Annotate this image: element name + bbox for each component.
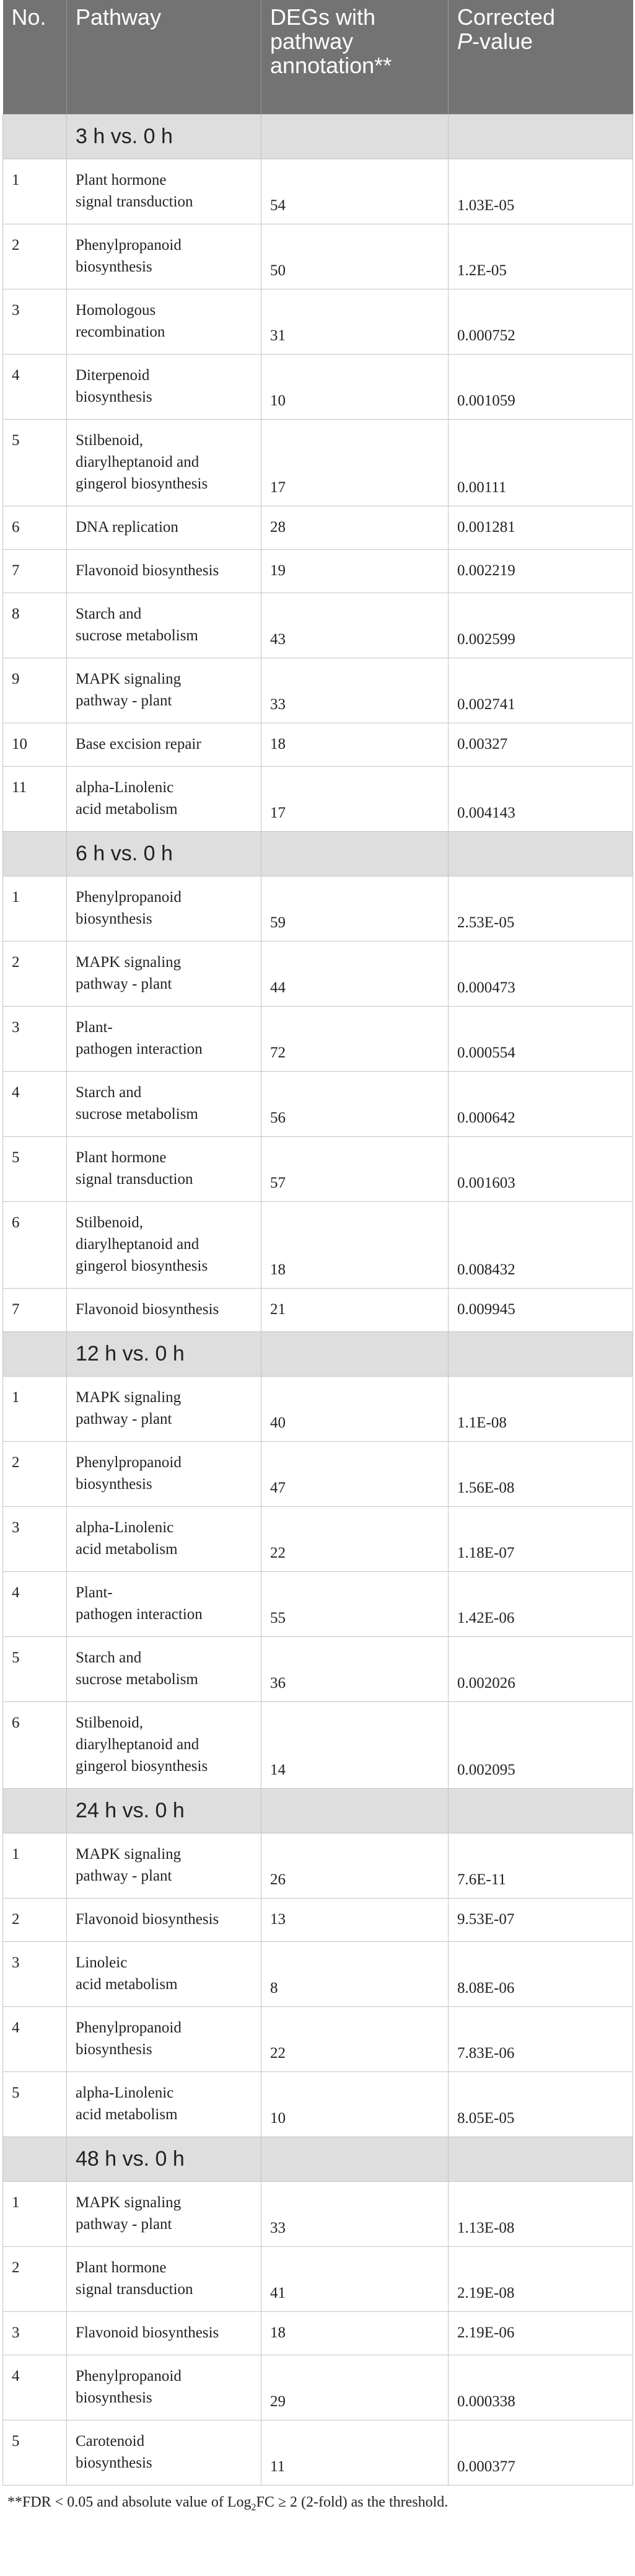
- pathway-name-line: MAPK signaling: [76, 1845, 182, 1863]
- pathway-name: [67, 1898, 261, 1941]
- pathway-name-line: acid metabolism: [76, 2106, 178, 2123]
- pathway-name-line: alpha-Linolenic: [76, 779, 174, 796]
- pathway-name-line: Stilbenoid,: [76, 1214, 144, 1231]
- corrected-p-value: 0.000642: [449, 1071, 633, 1136]
- degs-count: 8: [261, 1941, 449, 2006]
- pathway-name-line: Starch and: [76, 605, 142, 622]
- row-number: 1: [3, 2181, 67, 2246]
- corrected-p-value: 0.002219: [449, 549, 633, 593]
- pathway-name-line: Flavonoid biosynthesis: [76, 1300, 219, 1318]
- row-number: 3: [3, 1941, 67, 2006]
- pathway-name-line: pathway - plant: [76, 975, 172, 992]
- row-number: 5: [3, 1636, 67, 1701]
- pathway-name: [67, 1636, 261, 1701]
- row-number: 11: [3, 766, 67, 831]
- pathway-name-line: pathway - plant: [76, 1867, 172, 1884]
- degs-count: 10: [261, 2071, 449, 2137]
- pathway-name-line: sucrose metabolism: [76, 1105, 198, 1123]
- table-row: [3, 766, 633, 831]
- corrected-p-value: 0.002599: [449, 593, 633, 658]
- group-label: 3 h vs. 0 h: [67, 114, 261, 159]
- corrected-p-value: 0.009945: [449, 1288, 633, 1331]
- pathway-name: [67, 941, 261, 1006]
- pathway-name-line: signal transduction: [76, 193, 193, 210]
- table-body: [3, 114, 633, 2485]
- table-row: [3, 1636, 633, 1701]
- corrected-p-value: 8.08E-06: [449, 1941, 633, 2006]
- group-empty-cell: [261, 1331, 449, 1376]
- table-row: [3, 941, 633, 1006]
- group-empty-cell: [261, 114, 449, 159]
- pathway-name-line: pathogen interaction: [76, 1605, 203, 1623]
- pathway-name: [67, 1071, 261, 1136]
- pathway-name: [67, 354, 261, 419]
- pathway-name: [67, 1441, 261, 1506]
- group-empty-cell: [449, 2137, 633, 2181]
- corrected-p-value: 1.1E-08: [449, 1376, 633, 1441]
- degs-count: 33: [261, 658, 449, 723]
- row-number: 8: [3, 593, 67, 658]
- corrected-p-value: 0.000473: [449, 941, 633, 1006]
- table-row: [3, 1941, 633, 2006]
- row-number: 9: [3, 658, 67, 723]
- pathway-name-line: alpha-Linolenic: [76, 2084, 174, 2101]
- table-row: [3, 1571, 633, 1636]
- pathway-name-line: Plant hormone: [76, 1149, 167, 1166]
- pathway-name: [67, 1376, 261, 1441]
- degs-count: 36: [261, 1636, 449, 1701]
- pathway-name: [67, 549, 261, 593]
- pathway-name: [67, 1288, 261, 1331]
- corrected-p-value: 2.53E-05: [449, 876, 633, 941]
- table-row: [3, 1136, 633, 1201]
- pathway-name: [67, 658, 261, 723]
- degs-count: 17: [261, 766, 449, 831]
- degs-count: 19: [261, 549, 449, 593]
- pathway-name: [67, 419, 261, 506]
- pathway-name-line: DNA replication: [76, 518, 178, 536]
- degs-count: 56: [261, 1071, 449, 1136]
- degs-count: 33: [261, 2181, 449, 2246]
- pathway-name-line: MAPK signaling: [76, 1388, 182, 1406]
- table-row: [3, 354, 633, 419]
- row-number: 3: [3, 1506, 67, 1571]
- pathway-name: [67, 1201, 261, 1288]
- corrected-p-value: 2.19E-06: [449, 2311, 633, 2355]
- pathway-name-line: biosynthesis: [76, 2040, 152, 2058]
- row-number: 6: [3, 1701, 67, 1788]
- header-pvalue: Corrected P-value: [449, 0, 633, 114]
- table-row: [3, 1071, 633, 1136]
- group-row: [3, 1788, 633, 1833]
- pathway-name-line: Plant hormone: [76, 2259, 167, 2276]
- pathway-name-line: biosynthesis: [76, 258, 152, 275]
- corrected-p-value: 1.13E-08: [449, 2181, 633, 2246]
- pathway-name: [67, 2181, 261, 2246]
- degs-count: 18: [261, 2311, 449, 2355]
- row-number: 2: [3, 224, 67, 289]
- row-number: 2: [3, 1898, 67, 1941]
- row-number: 6: [3, 506, 67, 549]
- row-number: 7: [3, 549, 67, 593]
- corrected-p-value: 1.2E-05: [449, 224, 633, 289]
- group-label: 6 h vs. 0 h: [67, 831, 261, 876]
- corrected-p-value: 0.001059: [449, 354, 633, 419]
- pathway-name-line: Starch and: [76, 1649, 142, 1666]
- pathway-name: [67, 2355, 261, 2420]
- table-row: [3, 593, 633, 658]
- pathway-name-line: MAPK signaling: [76, 670, 182, 687]
- pathway-name-line: biosynthesis: [76, 2389, 152, 2406]
- row-number: 1: [3, 876, 67, 941]
- degs-count: 26: [261, 1833, 449, 1898]
- pathway-name-line: diarylheptanoid and: [76, 453, 199, 470]
- degs-count: 40: [261, 1376, 449, 1441]
- corrected-p-value: 0.002026: [449, 1636, 633, 1701]
- degs-count: 11: [261, 2420, 449, 2485]
- pathway-name: [67, 2071, 261, 2137]
- pathway-name-line: signal transduction: [76, 2280, 193, 2298]
- table-row: [3, 419, 633, 506]
- pathway-name-line: Homologous: [76, 301, 156, 319]
- row-number: 2: [3, 941, 67, 1006]
- pathway-name: [67, 1571, 261, 1636]
- pathway-name-line: sucrose metabolism: [76, 1670, 198, 1688]
- row-number: 4: [3, 1571, 67, 1636]
- pathway-name: [67, 224, 261, 289]
- header-no: No.: [3, 0, 67, 114]
- pathway-name-line: Phenylpropanoid: [76, 2367, 182, 2384]
- corrected-p-value: 7.6E-11: [449, 1833, 633, 1898]
- pathway-name-line: MAPK signaling: [76, 953, 182, 971]
- pathway-name-line: Plant-: [76, 1584, 113, 1601]
- group-empty-cell: [3, 1331, 67, 1376]
- table-row: [3, 2006, 633, 2071]
- degs-count: 13: [261, 1898, 449, 1941]
- degs-count: 17: [261, 419, 449, 506]
- group-empty-cell: [3, 831, 67, 876]
- corrected-p-value: 0.002095: [449, 1701, 633, 1788]
- pathway-enrichment-table: [2, 0, 633, 2486]
- corrected-p-value: 0.000554: [449, 1006, 633, 1071]
- group-empty-cell: [449, 114, 633, 159]
- degs-count: 10: [261, 354, 449, 419]
- pathway-name: [67, 723, 261, 766]
- pathway-name-line: diarylheptanoid and: [76, 1235, 199, 1253]
- corrected-p-value: 0.001603: [449, 1136, 633, 1201]
- corrected-p-value: 1.18E-07: [449, 1506, 633, 1571]
- row-number: 5: [3, 2420, 67, 2485]
- corrected-p-value: 1.56E-08: [449, 1441, 633, 1506]
- row-number: 2: [3, 1441, 67, 1506]
- table-row: [3, 549, 633, 593]
- pathway-name-line: acid metabolism: [76, 1540, 178, 1558]
- group-empty-cell: [261, 831, 449, 876]
- pathway-name-line: alpha-Linolenic: [76, 1519, 174, 1536]
- pathway-name-line: Stilbenoid,: [76, 1714, 144, 1731]
- pathway-name-line: Phenylpropanoid: [76, 2019, 182, 2036]
- pathway-name: [67, 1833, 261, 1898]
- corrected-p-value: 1.42E-06: [449, 1571, 633, 1636]
- row-number: 5: [3, 2071, 67, 2137]
- row-number: 4: [3, 354, 67, 419]
- pathway-name-line: Linoleic: [76, 1954, 128, 1971]
- pathway-name-line: biosynthesis: [76, 388, 152, 405]
- pathway-name: [67, 593, 261, 658]
- degs-count: 18: [261, 1201, 449, 1288]
- group-empty-cell: [261, 1788, 449, 1833]
- group-row: [3, 831, 633, 876]
- degs-count: 28: [261, 506, 449, 549]
- group-empty-cell: [449, 831, 633, 876]
- row-number: 3: [3, 1006, 67, 1071]
- table-row: [3, 2311, 633, 2355]
- degs-count: 29: [261, 2355, 449, 2420]
- degs-count: 72: [261, 1006, 449, 1071]
- degs-count: 21: [261, 1288, 449, 1331]
- table-row: [3, 1506, 633, 1571]
- pathway-name-line: pathway - plant: [76, 1410, 172, 1427]
- table-row: [3, 2181, 633, 2246]
- pathway-name-line: acid metabolism: [76, 1975, 178, 1993]
- group-empty-cell: [3, 1788, 67, 1833]
- pathway-name: [67, 1136, 261, 1201]
- pathway-name-line: Plant hormone: [76, 171, 167, 188]
- pathway-name-line: Stilbenoid,: [76, 431, 144, 449]
- table-row: [3, 723, 633, 766]
- degs-count: 54: [261, 159, 449, 224]
- table-row: [3, 1288, 633, 1331]
- pathway-name-line: recombination: [76, 323, 165, 340]
- group-empty-cell: [449, 1788, 633, 1833]
- table-row: [3, 876, 633, 941]
- pathway-name-line: acid metabolism: [76, 800, 178, 818]
- pathway-name: [67, 876, 261, 941]
- corrected-p-value: 0.001281: [449, 506, 633, 549]
- degs-count: 18: [261, 723, 449, 766]
- group-empty-cell: [3, 2137, 67, 2181]
- degs-count: 47: [261, 1441, 449, 1506]
- pathway-name-line: signal transduction: [76, 1170, 193, 1188]
- table-row: [3, 2355, 633, 2420]
- pathway-name: [67, 2420, 261, 2485]
- table-row: [3, 506, 633, 549]
- table-header: [3, 0, 633, 114]
- pathway-name-line: Diterpenoid: [76, 366, 150, 384]
- corrected-p-value: 0.000752: [449, 289, 633, 354]
- table-row: [3, 289, 633, 354]
- pathway-name-line: Phenylpropanoid: [76, 888, 182, 906]
- group-label: 24 h vs. 0 h: [67, 1788, 261, 1833]
- header-row: [3, 0, 633, 114]
- degs-count: 41: [261, 2246, 449, 2311]
- row-number: 4: [3, 2355, 67, 2420]
- corrected-p-value: 0.000338: [449, 2355, 633, 2420]
- row-number: 3: [3, 289, 67, 354]
- group-label: 12 h vs. 0 h: [67, 1331, 261, 1376]
- pathway-name-line: biosynthesis: [76, 2454, 152, 2471]
- pathway-name-line: biosynthesis: [76, 1475, 152, 1493]
- pathway-name: [67, 289, 261, 354]
- degs-count: 14: [261, 1701, 449, 1788]
- degs-count: 55: [261, 1571, 449, 1636]
- table-row: [3, 1833, 633, 1898]
- table-row: [3, 1006, 633, 1071]
- pathway-name: [67, 2246, 261, 2311]
- degs-count: 43: [261, 593, 449, 658]
- table-row: [3, 1376, 633, 1441]
- corrected-p-value: 0.004143: [449, 766, 633, 831]
- corrected-p-value: 0.002741: [449, 658, 633, 723]
- row-number: 4: [3, 2006, 67, 2071]
- degs-count: 44: [261, 941, 449, 1006]
- table-row: [3, 2246, 633, 2311]
- corrected-p-value: 2.19E-08: [449, 2246, 633, 2311]
- header-pathway: Pathway: [67, 0, 261, 114]
- pathway-name: [67, 1701, 261, 1788]
- pathway-name: [67, 1941, 261, 2006]
- pathway-name-line: Flavonoid biosynthesis: [76, 562, 219, 579]
- pathway-name-line: Base excision repair: [76, 735, 201, 752]
- table-row: [3, 2420, 633, 2485]
- row-number: 1: [3, 1833, 67, 1898]
- pathway-name-line: Phenylpropanoid: [76, 236, 182, 254]
- corrected-p-value: 0.00327: [449, 723, 633, 766]
- pathway-name-line: pathway - plant: [76, 2215, 172, 2233]
- pathway-name: [67, 2006, 261, 2071]
- pathway-name-line: Carotenoid: [76, 2432, 145, 2450]
- table-row: [3, 2071, 633, 2137]
- pathway-name-line: Starch and: [76, 1083, 142, 1101]
- corrected-p-value: 7.83E-06: [449, 2006, 633, 2071]
- pathway-name-line: gingerol biosynthesis: [76, 475, 208, 492]
- corrected-p-value: 1.03E-05: [449, 159, 633, 224]
- group-row: [3, 2137, 633, 2181]
- degs-count: 57: [261, 1136, 449, 1201]
- header-degs: DEGs with pathway annotation**: [261, 0, 449, 114]
- group-label: 48 h vs. 0 h: [67, 2137, 261, 2181]
- pathway-name: [67, 2311, 261, 2355]
- group-empty-cell: [449, 1331, 633, 1376]
- corrected-p-value: 0.008432: [449, 1201, 633, 1288]
- group-empty-cell: [3, 114, 67, 159]
- degs-count: 59: [261, 876, 449, 941]
- corrected-p-value: 8.05E-05: [449, 2071, 633, 2137]
- table-row: [3, 1898, 633, 1941]
- degs-count: 22: [261, 1506, 449, 1571]
- pathway-name-line: MAPK signaling: [76, 2194, 182, 2211]
- pathway-name: [67, 766, 261, 831]
- row-number: 5: [3, 419, 67, 506]
- corrected-p-value: 0.00111: [449, 419, 633, 506]
- table-row: [3, 658, 633, 723]
- table-row: [3, 1701, 633, 1788]
- row-number: 1: [3, 1376, 67, 1441]
- degs-count: 22: [261, 2006, 449, 2071]
- group-row: [3, 114, 633, 159]
- degs-count: 31: [261, 289, 449, 354]
- pathway-name: [67, 1506, 261, 1571]
- row-number: 2: [3, 2246, 67, 2311]
- pathway-name-line: gingerol biosynthesis: [76, 1257, 208, 1274]
- corrected-p-value: 9.53E-07: [449, 1898, 633, 1941]
- pathway-name-line: pathway - plant: [76, 692, 172, 709]
- row-number: 6: [3, 1201, 67, 1288]
- pathway-name-line: Flavonoid biosynthesis: [76, 2324, 219, 2341]
- row-number: 3: [3, 2311, 67, 2355]
- row-number: 7: [3, 1288, 67, 1331]
- row-number: 10: [3, 723, 67, 766]
- corrected-p-value: 0.000377: [449, 2420, 633, 2485]
- row-number: 4: [3, 1071, 67, 1136]
- pathway-name: [67, 159, 261, 224]
- table-footnote: **FDR < 0.05 and absolute value of Log$_2$FC ≥ 2 (2-fold) as the threshold.: [7, 2494, 449, 2513]
- pathway-name-line: biosynthesis: [76, 910, 152, 927]
- pathway-name-line: gingerol biosynthesis: [76, 1757, 208, 1775]
- table-row: [3, 159, 633, 224]
- pathway-name: [67, 506, 261, 549]
- pathway-name-line: Plant-: [76, 1018, 113, 1036]
- pathway-name-line: diarylheptanoid and: [76, 1736, 199, 1753]
- group-row: [3, 1331, 633, 1376]
- pathway-name-line: Flavonoid biosynthesis: [76, 1910, 219, 1928]
- table-row: [3, 1201, 633, 1288]
- group-empty-cell: [261, 2137, 449, 2181]
- row-number: 1: [3, 159, 67, 224]
- pathway-name-line: sucrose metabolism: [76, 627, 198, 644]
- table-row: [3, 1441, 633, 1506]
- table-row: [3, 224, 633, 289]
- pathway-name-line: pathogen interaction: [76, 1040, 203, 1057]
- pathway-name: [67, 1006, 261, 1071]
- pathway-name-line: Phenylpropanoid: [76, 1453, 182, 1471]
- degs-count: 50: [261, 224, 449, 289]
- row-number: 5: [3, 1136, 67, 1201]
